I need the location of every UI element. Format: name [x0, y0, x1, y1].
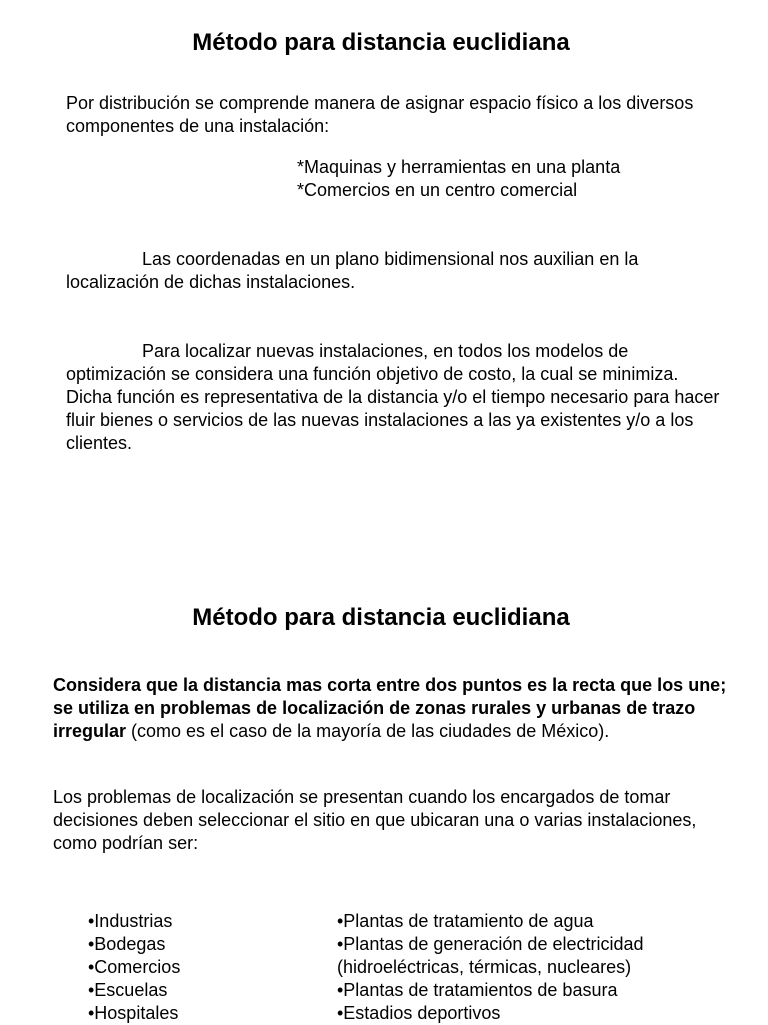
list-item: •Comercios [88, 957, 181, 977]
slide-1-paragraph-3 [66, 340, 726, 455]
slide-2-paragraph-2: Los problemas de localización se presentan cuando los encargados de tomar decisiones deben seleccionar el sitio en que ubicaran una o varias instalaciones, como podrían ser: [53, 787, 697, 853]
list-item: •Hospitales [88, 1003, 179, 1023]
facility-list-right [337, 910, 737, 1025]
facility-list-left [88, 910, 318, 1025]
slide-1-paragraph-1: Por distribución se comprende manera de asignar espacio físico a los diversos componentes de una instalación: [66, 93, 694, 136]
slide-2-title: Método para distancia euclidiana [192, 604, 570, 631]
slide-2-paragraph-1-normal: (como es el caso de la mayoría de las ciudades de México). [126, 721, 610, 741]
slide-2-paragraph-1 [53, 674, 733, 743]
slide-2 [0, 512, 768, 1024]
list-item: (hidroeléctricas, térmicas, nucleares) [337, 957, 632, 977]
list-item: •Plantas de generación de electricidad [337, 934, 644, 954]
list-item: *Comercios en un centro comercial [297, 180, 578, 200]
slide-1-example-list [297, 156, 717, 202]
list-item: •Industrias [88, 911, 173, 931]
list-item: •Plantas de tratamientos de basura [337, 980, 618, 1000]
slide-1-paragraph-2 [66, 248, 706, 294]
list-item: *Maquinas y herramientas en una planta [297, 157, 621, 177]
list-item: •Estadios deportivos [337, 1003, 501, 1023]
slide-1-paragraph-2-text: Las coordenadas en un plano bidimensional nos auxilian en la localización de dichas instalaciones. [66, 249, 639, 292]
slide-1-paragraph-3-text: Para localizar nuevas instalaciones, en todos los modelos de optimización se considera una función objetivo de costo, la cual se minimiza. Dicha función es representativa de la distancia y/o el tiempo necesario para hacer fluir bienes o servicios de las nuevas instalaciones a las ya existentes y/o a los clientes. [66, 341, 720, 453]
slide-2-paragraph-1-bold: Considera que la distancia mas corta entre dos puntos es la recta que los une; se utiliza en problemas de localización de zonas rurales y urbanas de trazo irregular [53, 675, 727, 741]
list-item: •Plantas de tratamiento de agua [337, 911, 594, 931]
slide-1 [0, 0, 768, 512]
list-item: •Bodegas [88, 934, 166, 954]
slide-1-title: Método para distancia euclidiana [192, 29, 570, 56]
list-item: •Escuelas [88, 980, 168, 1000]
